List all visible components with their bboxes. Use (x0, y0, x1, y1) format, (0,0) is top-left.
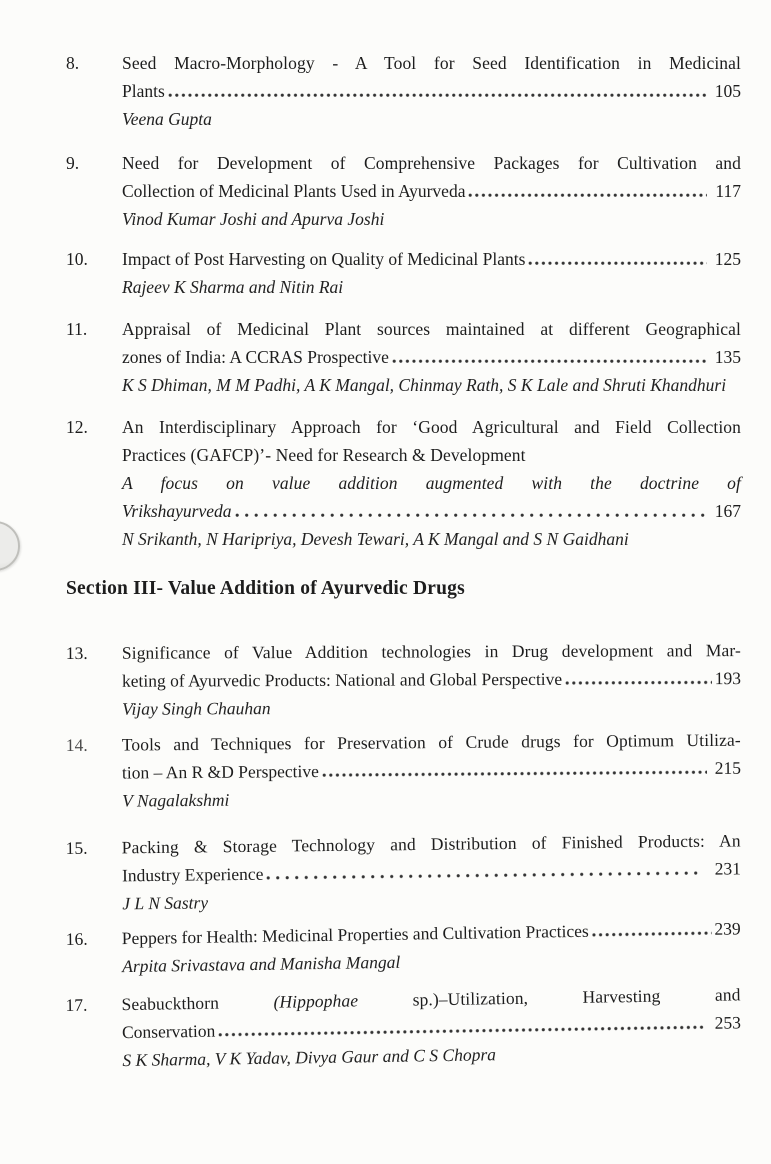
page-number: 135 (714, 347, 741, 367)
toc-entry-12 (66, 413, 741, 553)
entry-number: 9. (66, 153, 80, 173)
entry-authors: Rajeev K Sharma and Nitin Rai (122, 277, 344, 297)
entry-subtitle-line: Vrikshayurveda (122, 501, 232, 521)
leader-dots (168, 93, 707, 98)
entry-title-line: Peppers for Health: Medicinal Properties and Cultivation Practices (121, 920, 589, 949)
entry-number: 17. (65, 994, 88, 1016)
toc-entry-11 (66, 315, 741, 399)
entry-authors: Veena Gupta (122, 109, 212, 129)
toc-entry-8 (66, 49, 741, 133)
entry-authors: J L N Sastry (122, 892, 209, 914)
entry-title-line: keting of Ayurvedic Products: National and Global Perspective (121, 668, 563, 691)
entry-title-line: Packing & Storage Technology and Distribution of Finished Products: An (121, 830, 741, 858)
entry-title-line: Plants (122, 81, 165, 101)
toc-entry-16 (66, 914, 742, 981)
toc-entry-9 (66, 149, 741, 233)
page-number: 117 (715, 181, 741, 201)
entry-authors: Vinod Kumar Joshi and Apurva Joshi (122, 209, 385, 229)
page-number: 125 (714, 249, 741, 269)
entry-number: 15. (65, 837, 88, 859)
entry-number: 16. (65, 928, 88, 950)
entry-title-line: Industry Experience (121, 863, 264, 886)
entry-title-line: Need for Development of Comprehensive Packages for Cultivation and (122, 153, 741, 173)
entry-authors: Vijay Singh Chauhan (122, 698, 271, 719)
toc-entry-15 (66, 826, 742, 918)
leader-dots (218, 1025, 703, 1038)
punch-hole-artifact (0, 521, 20, 571)
page-number: 193 (714, 668, 742, 689)
entry-subtitle-line: A focus on value addition augmented with the doctrine of (122, 473, 741, 493)
leader-dots (592, 931, 712, 938)
title-segment: Seabuckthorn (121, 992, 220, 1015)
page-number: 239 (714, 918, 741, 939)
entry-number: 13. (65, 642, 88, 664)
entry-title-line: Appraisal of Medicinal Plant sources maintained at different Geographical (122, 319, 741, 339)
entry-title-line: Tools and Techniques for Preservation of Crude drugs for Optimum Utiliza- (121, 729, 741, 755)
entry-number: 10. (66, 249, 88, 269)
entry-title-line: tion – An R &D Perspective (121, 761, 319, 783)
entry-title-line: Seed Macro-Morphology - A Tool for Seed Identification in Medicinal (122, 53, 741, 73)
title-segment-italic: (Hippophae (273, 990, 359, 1012)
page-number: 215 (714, 757, 742, 778)
toc-entry-17 (65, 980, 741, 1075)
entry-number: 14. (65, 734, 88, 756)
entry-authors: N Srikanth, N Haripriya, Devesh Tewari, A K Mangal and S N Gaidhani (122, 529, 629, 549)
entry-number: 11. (66, 319, 88, 339)
page-number: 167 (714, 501, 741, 521)
toc-entry-13 (66, 636, 741, 723)
entry-number: 8. (66, 53, 80, 73)
page-number: 253 (714, 1012, 742, 1033)
title-segment: and (714, 984, 741, 1005)
title-segment: sp.)–Utilization, (412, 987, 529, 1010)
entry-title-line: Impact of Post Harvesting on Quality of Medicinal Plants (122, 249, 526, 269)
section-heading: Section III- Value Addition of Ayurvedic Drugs (66, 578, 465, 599)
leader-dots (528, 261, 706, 266)
entry-title-line: An Interdisciplinary Approach for ‘Good Agricultural and Field Collection (122, 417, 741, 437)
toc-entry-10 (66, 245, 741, 301)
leader-dots (468, 193, 707, 198)
entry-authors: K S Dhiman, M M Padhi, A K Mangal, Chinmay Rath, S K Lale and Shruti Khandhuri (122, 375, 727, 395)
page-number: 105 (714, 81, 741, 101)
entry-title-line: Significance of Value Addition technologies in Drug development and Mar- (121, 640, 741, 663)
toc-entry-14 (66, 726, 742, 815)
leader-dots (392, 359, 707, 364)
page-number: 231 (714, 858, 742, 879)
title-segment: Harvesting (582, 985, 661, 1007)
leader-dots (235, 513, 707, 518)
leader-dots (322, 770, 707, 778)
entry-title-line: Conservation (121, 1020, 216, 1043)
leader-dots (565, 680, 712, 686)
leader-dots (266, 871, 699, 881)
entry-number: 12. (66, 417, 88, 437)
entry-authors: Arpita Srivastava and Manisha Mangal (122, 951, 401, 977)
entry-title-line: Practices (GAFCP)’- Need for Research & Development (122, 445, 526, 465)
entry-title-line: Collection of Medicinal Plants Used in Ayurveda (122, 181, 466, 201)
entry-title-line: zones of India: A CCRAS Prospective (122, 347, 389, 367)
entry-authors: V Nagalakshmi (122, 789, 230, 811)
entry-authors: S K Sharma, V K Yadav, Divya Gaur and C S Chopra (122, 1044, 497, 1071)
